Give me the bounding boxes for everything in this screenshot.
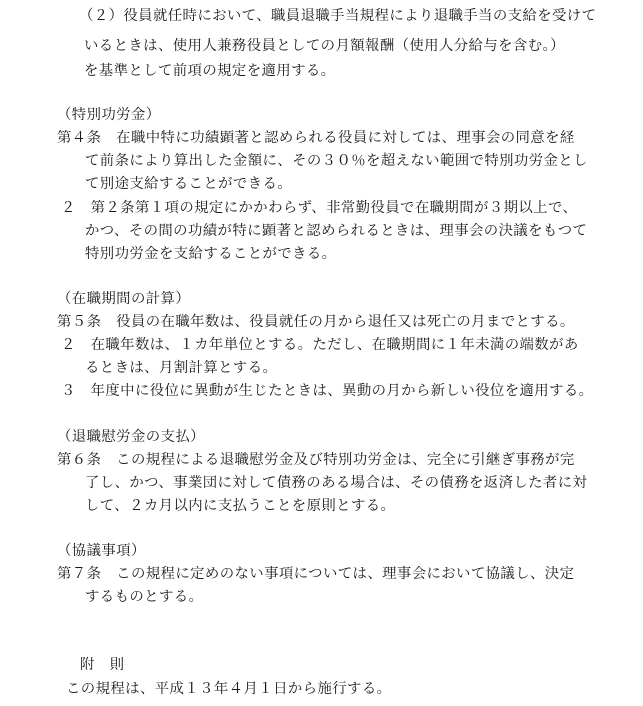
article6-heading: （退職慰労金の支払）: [57, 429, 205, 445]
intro-line-3: を基準として前項の規定を適用する。: [84, 63, 336, 79]
article7-line-2: するものとする。: [85, 589, 204, 605]
intro-line-2: いるときは、使用人兼務役員としての月額報酬（使用人分給与を含む。）: [84, 38, 565, 54]
article6-line-1: 第６条 この規程による退職慰労金及び特別功労金は、完全に引継ぎ事務が完: [57, 452, 575, 468]
supplementary-heading: 附 則: [80, 657, 125, 673]
article6-line-2: 了し、かつ、事業団に対して債務のある場合は、その債務を返済した者に対: [85, 475, 588, 491]
article5-line-3: るときは、月割計算とする。: [85, 360, 278, 376]
article5-heading: （在職期間の計算）: [57, 291, 191, 307]
article4-line-5: かつ、その間の功績が特に顕著と認められるときは、理事会の決議をもつて: [85, 223, 588, 239]
article7-heading: （協議事項）: [57, 543, 146, 559]
article5-line-4: ３ 年度中に役位に異動が生じたときは、異動の月から新しい役位を適用する。: [61, 383, 594, 399]
article5-line-2: ２ 在職年数は、１カ年単位とする。ただし、在職期間に１年未満の端数があ: [61, 337, 579, 353]
article5-line-1: 第５条 役員の在職年数は、役員就任の月から退任又は死亡の月までとする。: [57, 314, 575, 330]
article4-line-3: て別途支給することができる。: [85, 176, 293, 192]
article4-line-6: 特別功労金を支給することができる。: [85, 246, 337, 262]
supplementary-line-1: この規程は、平成１３年４月１日から施行する。: [66, 681, 392, 697]
article4-line-1: 第４条 在職中特に功績顕著と認められる役員に対しては、理事会の同意を経: [57, 130, 575, 146]
article4-line-2: て前条により算出した金額に、その３０％を超えない範囲で特別功労金とし: [85, 153, 588, 169]
article4-line-4: ２ 第２条第１項の規定にかかわらず、非常勤役員で在職期間が３期以上で、: [61, 200, 578, 216]
article4-heading: （特別功労金）: [57, 107, 161, 123]
article6-line-3: して、２カ月以内に支払うことを原則とする。: [85, 498, 396, 514]
article7-line-1: 第７条 この規程に定めのない事項については、理事会において協議し、決定: [57, 566, 575, 582]
intro-line-1: （２）役員就任時において、職員退職手当規程により退職手当の支給を受けて: [79, 8, 597, 24]
